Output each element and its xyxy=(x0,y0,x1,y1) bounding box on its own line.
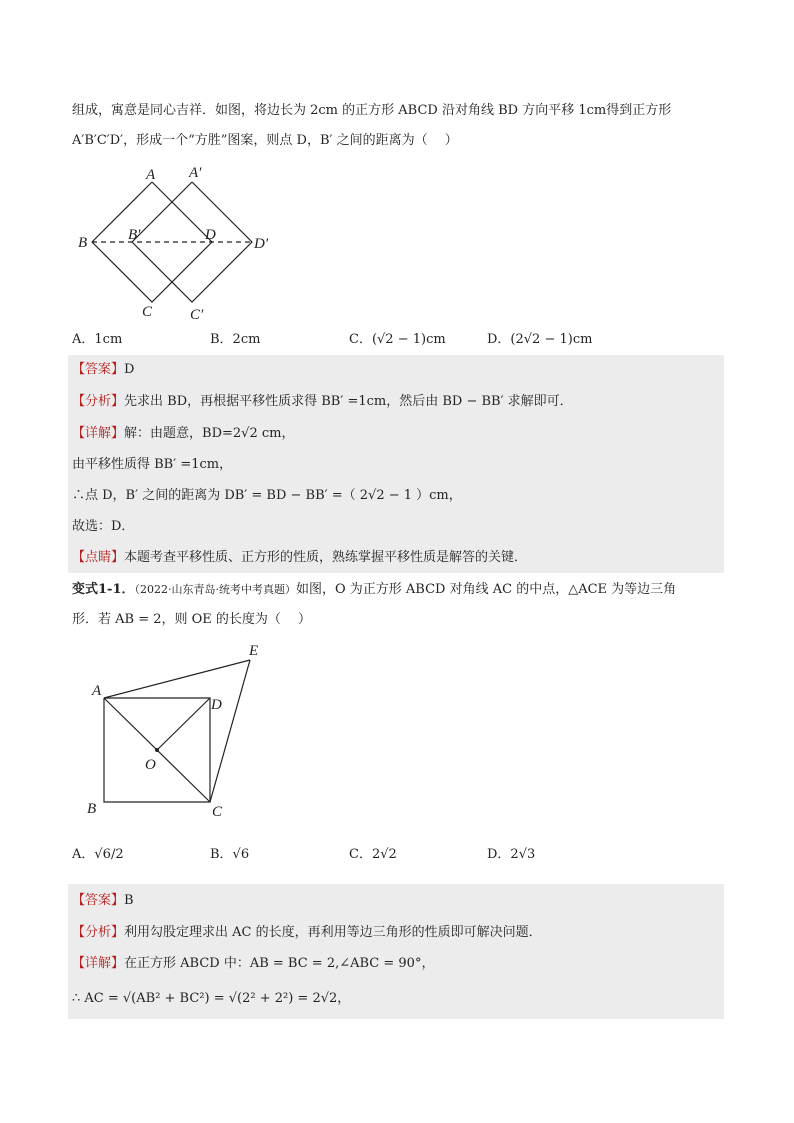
label-o: O xyxy=(145,757,156,773)
p2-option-a: A．√6/2 xyxy=(72,847,124,862)
p1-option-c: C．(√2 − 1)cm xyxy=(349,332,446,347)
segment-ce xyxy=(210,660,250,802)
label-d: D xyxy=(205,227,216,243)
solution1-analysis xyxy=(72,392,573,412)
solution1-detail4: 故选：D． xyxy=(72,519,135,534)
answer-tag-2: 【答案】 xyxy=(72,893,125,908)
solution2-detail2: ∴ AC = √(AB² + BC²) = √(2² + 2²) = 2√2， xyxy=(72,991,351,1006)
segment-od xyxy=(157,698,210,750)
solution1-comment xyxy=(72,548,527,568)
detail-tag: 【详解】 xyxy=(72,426,125,441)
figure-fangsheng xyxy=(72,162,292,322)
label-c-prime: C′ xyxy=(190,307,204,322)
problem2-source: （2022·山东青岛·统考中考真题） xyxy=(134,583,296,596)
label-a2: A xyxy=(92,683,102,699)
label-b: B xyxy=(78,235,88,251)
solution1-detail3: ∴点 D，B′ 之间的距离为 DB′ = BD − BB′ =（ 2√2 − 1 ）cm， xyxy=(72,488,462,503)
solution2-detail1 xyxy=(72,954,434,974)
answer-value: D xyxy=(124,362,135,377)
solution1-detail2: 由平移性质得 BB′ =1cm， xyxy=(72,457,233,472)
answer-tag: 【答案】 xyxy=(72,362,125,377)
label-c: C xyxy=(142,304,153,320)
problem2-line2: 形．若 AB = 2，则 OE 的长度为（ ） xyxy=(72,612,312,627)
label-d2: D xyxy=(211,697,222,713)
label-b2: B xyxy=(87,801,97,817)
solution2-analysis xyxy=(72,923,542,943)
label-a: A xyxy=(146,167,156,183)
solution2-answer xyxy=(72,891,134,911)
detail-text-2: 在正方形 ABCD 中：AB = BC = 2,∠ABC = 90°， xyxy=(124,956,435,971)
answer-value-2: B xyxy=(124,893,134,908)
comment-text: 本题考查平移性质、正方形的性质，熟练掌握平移性质是解答的关键． xyxy=(124,550,528,565)
figure-square-triangle xyxy=(82,640,302,825)
label-c2: C xyxy=(212,804,223,820)
p1-option-d: D．(2√2 − 1)cm xyxy=(487,332,593,347)
p2-option-c: C．2√2 xyxy=(349,847,397,862)
label-e: E xyxy=(249,643,259,659)
solution1-detail1 xyxy=(72,424,294,444)
problem2-text1: 如图，O 为正方形 ABCD 对角线 AC 的中点，△ACE 为等边三角 xyxy=(296,582,677,597)
segment-ae xyxy=(104,660,250,698)
label-d-prime: D′ xyxy=(254,236,269,252)
label-a-prime: A′ xyxy=(189,165,202,181)
solution1-answer xyxy=(72,360,134,380)
analysis-tag-2: 【分析】 xyxy=(72,925,125,940)
p1-option-a: A．1cm xyxy=(72,332,123,347)
analysis-text: 先求出 BD，再根据平移性质求得 BB′ =1cm，然后由 BD − BB′ 求解即可． xyxy=(124,394,573,409)
detail-tag-2: 【详解】 xyxy=(72,956,125,971)
p2-option-d: D．2√3 xyxy=(487,847,536,862)
problem2-line1 xyxy=(72,580,676,600)
detail-text: 解：由题意，BD=2√2 cm， xyxy=(124,426,295,441)
problem1-line2: A′B′C′D′，形成一个“方胜”图案，则点 D，B′ 之间的距离为（ ） xyxy=(72,133,458,148)
p1-option-b: B．2cm xyxy=(210,332,261,347)
label-b-prime: B′ xyxy=(128,227,141,243)
analysis-tag: 【分析】 xyxy=(72,394,125,409)
point-o xyxy=(155,748,159,752)
p2-option-b: B．√6 xyxy=(210,847,250,862)
problem1-line1: 组成，寓意是同心吉祥．如图，将边长为 2cm 的正方形 ABCD 沿对角线 BD 方向平移 1cm得到正方形 xyxy=(72,103,672,118)
problem2-title: 变式1-1． xyxy=(72,582,135,597)
analysis-text-2: 利用勾股定理求出 AC 的长度，再利用等边三角形的性质即可解决问题． xyxy=(124,925,542,940)
comment-tag: 【点睛】 xyxy=(72,550,125,565)
